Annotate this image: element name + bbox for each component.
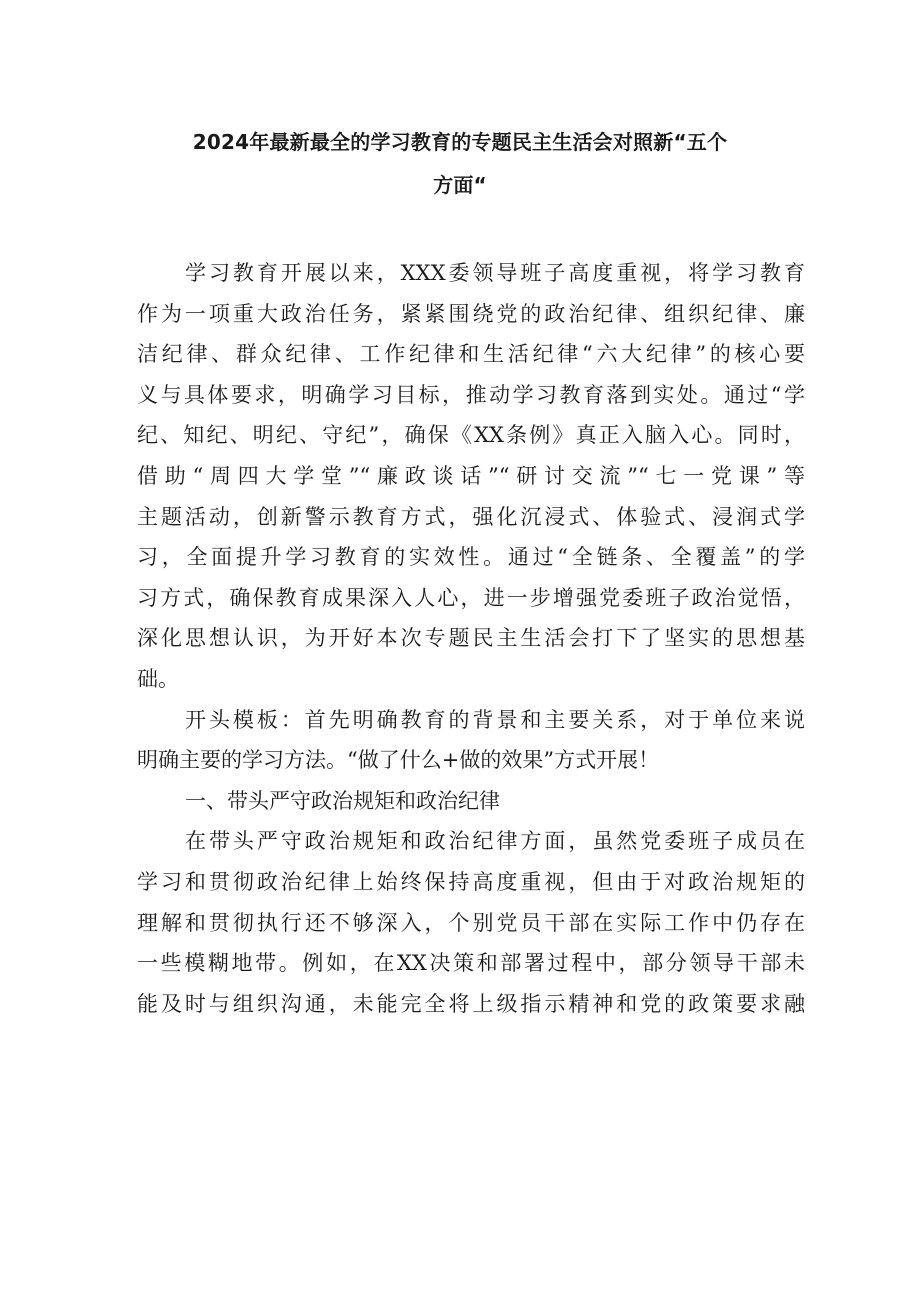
body-text-line: 习方式，确保教育成果深入人心，进一步增强党委班子政治觉悟，: [137, 585, 805, 610]
body-text-line: 础。: [137, 666, 179, 691]
body-text-line: 明确主要的学习方法。“做了什么+做的效果”方式开展！: [137, 748, 660, 773]
body-text-line: 借助“周四大学堂”“廉政谈话”“研讨交流”“七一党课”等: [137, 463, 805, 488]
body-text-line: 理解和贯彻执行还不够深入，个别党员干部在实际工作中仍存在: [137, 910, 805, 935]
body-text-line: 洁纪律、群众纪律、工作纪律和生活纪律“六大纪律”的核心要: [137, 342, 805, 367]
body-text-line: 主题活动，创新警示教育方式，强化沉浸式、体验式、浸润式学: [137, 504, 805, 529]
document-title-line-1: 2024年最新最全的学习教育的专题民主生活会对照新“五个: [192, 130, 728, 154]
document-title-line-2: 方面“: [433, 173, 487, 197]
body-text-line: 一、带头严守政治规矩和政治纪律: [185, 788, 500, 813]
body-text-line: 能及时与组织沟通，未能完全将上级指示精神和党的政策要求融: [137, 991, 805, 1016]
body-text-line: 在带头严守政治规矩和政治纪律方面，虽然党委班子成员在: [185, 829, 805, 854]
body-text-line: 一些模糊地带。例如，在XX决策和部署过程中，部分领导干部未: [137, 951, 805, 976]
body-text-line: 开头模板：首先明确教育的背景和主要关系，对于单位来说: [185, 707, 805, 732]
body-text-line: 学习教育开展以来，XXX委领导班子高度重视，将学习教育: [185, 261, 805, 285]
body-text-line: 习，全面提升学习教育的实效性。通过“全链条、全覆盖”的学: [137, 545, 805, 570]
body-text-line: 学习和贯彻政治纪律上始终保持高度重视，但由于对政治规矩的: [137, 869, 805, 894]
body-text-line: 作为一项重大政治任务，紧紧围绕党的政治纪律、组织纪律、廉: [137, 301, 805, 326]
document-body: [137, 253, 805, 1024]
body-text-line: 义与具体要求，明确学习目标，推动学习教育落到实处。通过“学: [137, 382, 805, 407]
body-text-line: 深化思想认识，为开好本次专题民主生活会打下了坚实的思想基: [137, 626, 805, 651]
body-text-line: 纪、知纪、明纪、守纪”，确保《XX条例》真正入脑入心。同时，: [137, 423, 805, 448]
